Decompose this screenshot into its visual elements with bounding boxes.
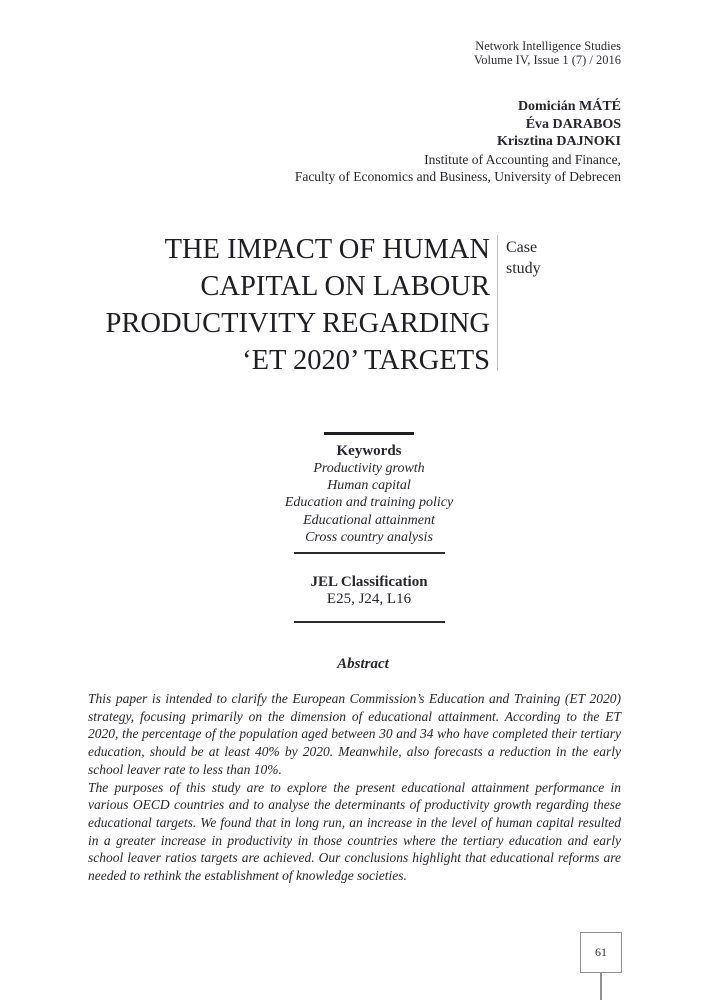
page-number-stem [600, 972, 602, 1000]
author-affiliation: Institute of Accounting and Finance, [424, 151, 621, 167]
paper-title [0, 231, 490, 379]
abstract-paragraph: This paper is intended to clarify the European Commission’s Education and Training (ET 2020) strategy, focusing primarily on the dimension of educational attainment. According to the ET 2020, the percentage of the population aged between 30 and 34 who have completed their tertiary education, should be at least 40% by 2020. Meanwhile, also forecasts a reduction in the early school leaver rate to less than 10%. [88, 691, 621, 777]
jel-divider-top [294, 552, 445, 554]
keywords-section [229, 432, 509, 623]
keyword-item: Cross country analysis [305, 529, 433, 545]
keywords-heading: Keywords [336, 443, 402, 459]
abstract-body [88, 690, 621, 885]
keywords-rule [324, 432, 414, 435]
page-number: 61 [595, 945, 607, 959]
authors-block [295, 98, 621, 186]
title-line: ‘ET 2020’ TARGETS [242, 345, 490, 376]
author-name: Domicián MÁTÉ [517, 99, 621, 114]
page-number-box [580, 932, 622, 973]
title-line: THE IMPACT OF HUMAN [164, 234, 490, 265]
title-divider [497, 235, 498, 371]
title-line: CAPITAL ON LABOUR [200, 271, 490, 302]
keyword-item: Productivity growth [313, 461, 425, 476]
author-affiliation: Faculty of Economics and Business, University of Debrecen [294, 169, 621, 184]
journal-issue: Volume IV, Issue 1 (7) / 2016 [473, 52, 621, 67]
jel-codes: E25, J24, L16 [326, 591, 412, 608]
keyword-item: Education and training policy [284, 495, 454, 511]
category-label: Case study [506, 239, 541, 277]
jel-heading: JEL Classification [310, 574, 428, 591]
journal-header [474, 40, 621, 67]
abstract-paragraph: The purposes of this study are to explore the present educational attainment performance in various OECD countries and to analyse the determinants of productivity growth regarding these educational targets. We found that in long run, an increase in the level of human capital resulted in a greater increase in productivity in those countries where the tertiary education and early school leaver ratios targets are achieved. Our conclusions highlight that educational reforms are needed to rethink the establishment of knowledge societies. [88, 779, 621, 884]
journal-name: Network Intelligence Studies [475, 39, 621, 53]
title-line: PRODUCTIVITY REGARDING [105, 308, 490, 339]
abstract-heading: Abstract [337, 656, 389, 672]
author-name: Krisztina DAJNOKI [496, 134, 621, 149]
author-name: Éva DARABOS [525, 116, 621, 132]
jel-divider-bottom [294, 621, 445, 623]
keyword-item: Human capital [327, 478, 411, 494]
keyword-item: Educational attainment [303, 512, 435, 528]
